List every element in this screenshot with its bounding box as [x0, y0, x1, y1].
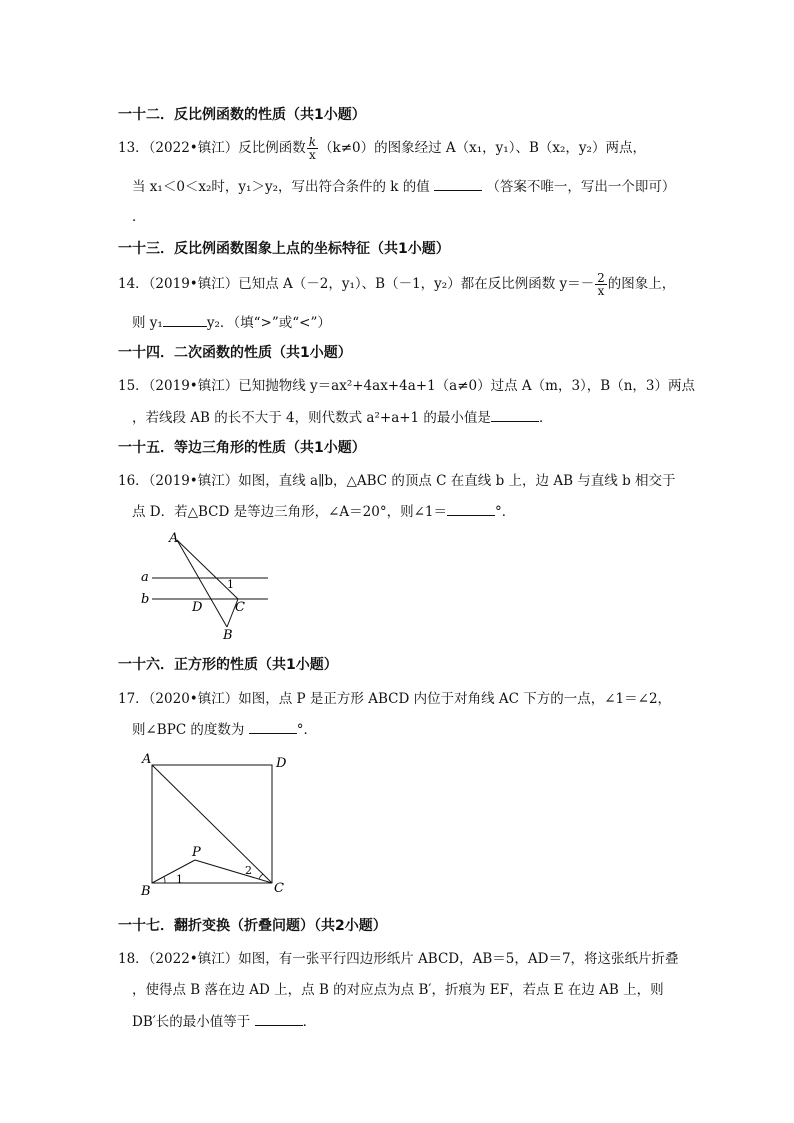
- angle-1-arc: [164, 877, 165, 883]
- q13-frac-num: k: [308, 135, 317, 149]
- label-D: D: [276, 756, 287, 771]
- q13-line2: [132, 175, 675, 195]
- label-D: D: [192, 600, 203, 615]
- q14-line2: [132, 311, 331, 331]
- q16-answer-blank[interactable]: [447, 503, 495, 516]
- segment-BP: [152, 860, 195, 883]
- q16-line2: [132, 500, 515, 520]
- q13-frac-den: x: [309, 148, 316, 162]
- q18-line3: [132, 1010, 316, 1030]
- q18-line2: ，使得点 B 落在边 AD 上，点 B 的对应点为点 B′，折痕为 EF，若点 E 在边 AB 上，则: [132, 982, 664, 998]
- q14-suffix: 的图象上，: [607, 276, 676, 292]
- q18-line3-end: ．: [302, 1014, 317, 1030]
- label-1: 1: [176, 873, 183, 886]
- q17-figure: [138, 750, 293, 900]
- label-C: C: [235, 600, 245, 615]
- q14-prefix: 14．（2019•镇江）已知点 A（－2，y₁）、B（－1，y₂）都在反比例函数 y＝－: [118, 276, 595, 292]
- label-A: A: [169, 531, 179, 546]
- q16-figure: [135, 530, 280, 645]
- section-heading-15: 一十五．等边三角形的性质（共1小题）: [118, 440, 366, 456]
- label-B: B: [223, 628, 233, 643]
- label-P: P: [192, 845, 201, 860]
- q14-line2-b: y₂．（填“>”或“<”）: [206, 315, 331, 331]
- label-2: 2: [245, 864, 252, 877]
- q14-answer-blank[interactable]: [163, 314, 207, 327]
- q15-line2-end: ．: [538, 410, 553, 426]
- q13-line3: ．: [132, 209, 146, 225]
- label-1: 1: [227, 578, 234, 591]
- q14-line1: [118, 272, 675, 297]
- section-heading-12: 一十二．反比例函数的性质（共1小题）: [118, 107, 366, 123]
- q16-line2-text: 点 D．若△BCD 是等边三角形，∠A＝20°，则∠1＝: [132, 504, 448, 520]
- section-heading-14: 一十四．二次函数的性质（共1小题）: [118, 345, 352, 361]
- q15-line1: 15．（2019•镇江）已知抛物线 y＝ax²+4ax+4a+1（a≠0）过点 A（m，3），B（n，3）两点: [118, 378, 695, 394]
- q13-line2-text: 当 x₁＜0＜x₂时，y₁＞y₂，写出符合条件的 k 的值: [132, 179, 430, 195]
- q17-line2: [132, 718, 317, 738]
- section-heading-16: 一十六．正方形的性质（共1小题）: [118, 657, 338, 673]
- q15-line2: [132, 406, 552, 426]
- q18-line1: 18．（2022•镇江）如图，有一张平行四边形纸片 ABCD，AB＝5，AD＝7，将这张纸片折叠: [118, 951, 679, 967]
- q13-line1: [118, 136, 646, 161]
- q14-frac-den: x: [597, 284, 605, 298]
- q17-answer-blank[interactable]: [249, 721, 297, 734]
- q13-mid: （k≠0）的图象经过 A（x₁，y₁）、B（x₂，y₂）两点，: [319, 140, 646, 156]
- label-A: A: [142, 752, 152, 767]
- q13-line2-end: （答案不唯一，写出一个即可）: [486, 179, 676, 195]
- q18-line3-text: DB′长的最小值等于: [132, 1014, 251, 1030]
- q13-answer-blank[interactable]: [434, 178, 482, 191]
- angle-2-arc: [259, 874, 263, 879]
- q18-answer-blank[interactable]: [255, 1013, 303, 1026]
- label-C: C: [274, 881, 284, 896]
- q13-prefix: 13．（2022•镇江）反比例函数: [118, 140, 306, 156]
- label-b: b: [141, 592, 150, 607]
- q13-fraction: [307, 136, 318, 161]
- q17-line2-text: 则∠BPC 的度数为: [132, 722, 245, 738]
- label-a: a: [141, 570, 149, 585]
- section-heading-13: 一十三．反比例函数图象上点的坐标特征（共1小题）: [118, 241, 450, 257]
- section-heading-17: 一十七．翻折变换（折叠问题）（共2小题）: [118, 918, 387, 934]
- q14-fraction: [595, 272, 607, 297]
- q14-line2-a: 则 y₁: [132, 315, 163, 331]
- q15-answer-blank[interactable]: [491, 409, 539, 422]
- label-B: B: [141, 884, 151, 899]
- q14-frac-num: 2: [597, 271, 605, 285]
- q17-line1: 17．（2020•镇江）如图，点 P 是正方形 ABCD 内位于对角线 AC 下方的一点，∠1＝∠2，: [118, 691, 672, 707]
- q17-line2-end: °．: [296, 722, 317, 738]
- q16-line1: 16．（2019•镇江）如图，直线 a∥b，△ABC 的顶点 C 在直线 b 上，边 AB 与直线 b 相交于: [118, 473, 676, 489]
- q15-line2-text: ，若线段 AB 的长不大于 4，则代数式 a²+a+1 的最小值是: [132, 410, 491, 426]
- q16-line2-end: °．: [495, 504, 516, 520]
